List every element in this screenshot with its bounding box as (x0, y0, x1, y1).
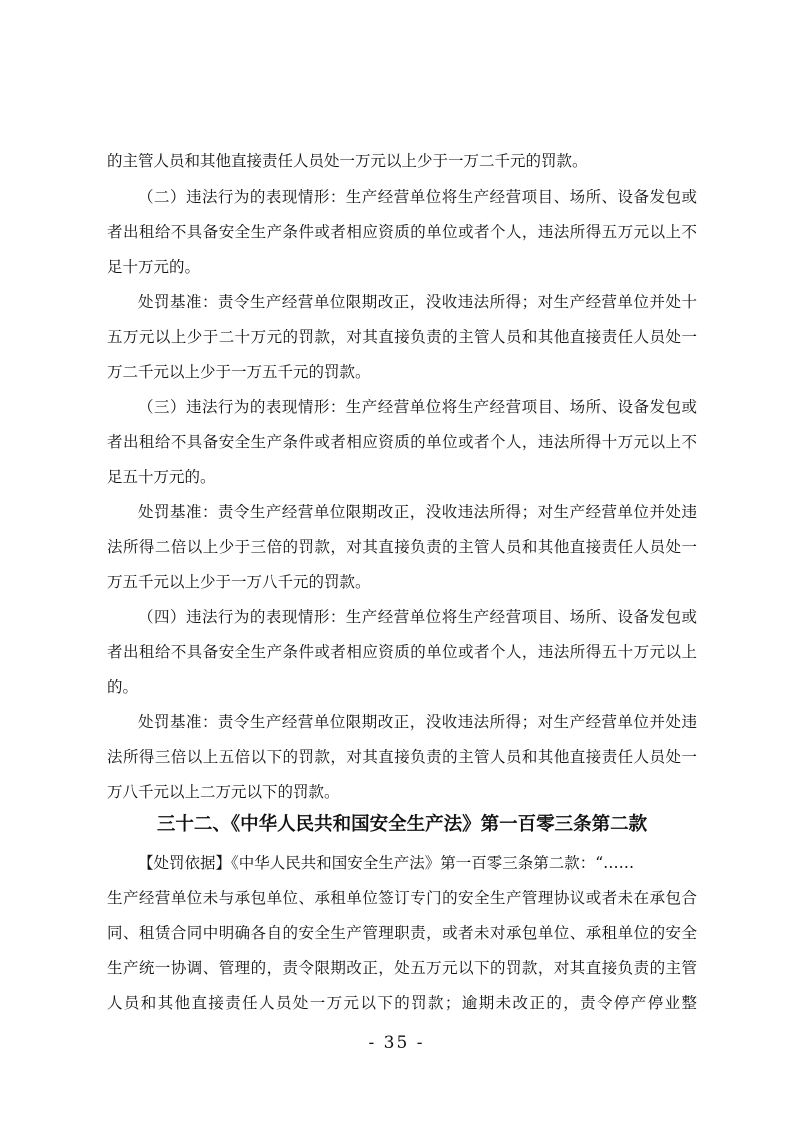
text-line: 足十万元的。 (107, 258, 201, 276)
text-line: 同、租赁合同中明确各自的安全生产管理职责，或者未对承包单位、承租单位的安全 (107, 924, 697, 942)
text-line: 万八千元以上二万元以下的罚款。 (107, 783, 340, 801)
text-line: 的。 (107, 678, 139, 696)
text-line: 法所得二倍以上少于三倍的罚款，对其直接负责的主管人员和其他直接责任人员处一 (107, 538, 697, 556)
text-line: 足五十万元的。 (107, 468, 216, 486)
text-line: 法所得三倍以上五倍以下的罚款，对其直接负责的主管人员和其他直接责任人员处一 (107, 748, 697, 766)
text-line: 者出租给不具备安全生产条件或者相应资质的单位或者个人，违法所得五万元以上不 (107, 223, 697, 241)
section-heading: 三十二、《中华人民共和国安全生产法》第一百零三条第二款 (156, 814, 648, 835)
text-line: 五万元以上少于二十万元的罚款，对其直接负责的主管人员和其他直接责任人员处一 (107, 328, 697, 346)
text-line: （四）违法行为的表现情形：生产经营单位将生产经营项目、场所、设备发包或 (138, 608, 697, 626)
text-line: 处罚基准：责令生产经营单位限期改正，没收违法所得；对生产经营单位并处十 (138, 293, 697, 311)
text-line: 人员和其他直接责任人员处一万元以下的罚款；逾期未改正的，责令停产停业整 (107, 994, 697, 1012)
text-line: （二）违法行为的表现情形：生产经营单位将生产经营项目、场所、设备发包或 (138, 188, 697, 206)
page-number: - 35 - (368, 1033, 425, 1053)
text-line: 处罚基准：责令生产经营单位限期改正，没收违法所得；对生产经营单位并处违 (138, 713, 697, 731)
text-line: （三）违法行为的表现情形：生产经营单位将生产经营项目、场所、设备发包或 (138, 398, 697, 416)
text-line: 生产统一协调、管理的，责令限期改正，处五万元以下的罚款，对其直接负责的主管 (107, 959, 697, 977)
text-line: 的主管人员和其他直接责任人员处一万元以上少于一万二千元的罚款。 (107, 152, 588, 170)
text-line: 者出租给不具备安全生产条件或者相应资质的单位或者个人，违法所得十万元以上不 (107, 433, 697, 451)
text-line: 处罚基准：责令生产经营单位限期改正，没收违法所得；对生产经营单位并处违 (138, 503, 697, 521)
text-line: 【处罚依据】《中华人民共和国安全生产法》第一百零三条第二款：“…… (138, 854, 635, 872)
text-line: 生产经营单位未与承包单位、承租单位签订专门的安全生产管理协议或者未在承包合 (107, 889, 697, 907)
text-line: 者出租给不具备安全生产条件或者相应资质的单位或者个人，违法所得五十万元以上 (107, 643, 697, 661)
text-line: 万二千元以上少于一万五千元的罚款。 (107, 363, 371, 381)
text-line: 万五千元以上少于一万八千元的罚款。 (107, 573, 371, 591)
